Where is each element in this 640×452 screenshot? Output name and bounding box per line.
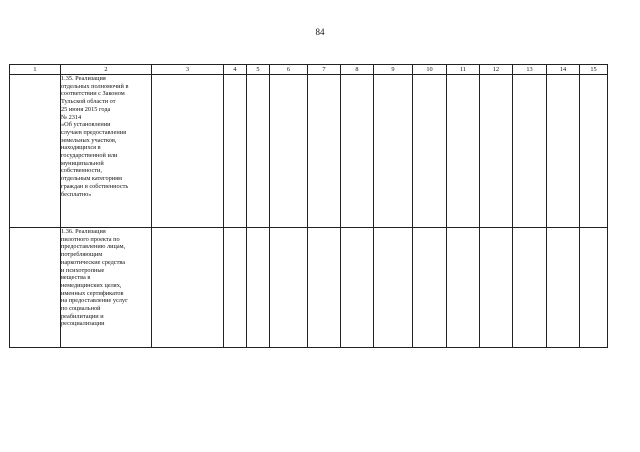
- table-cell: [10, 75, 61, 228]
- table-cell: [447, 228, 480, 348]
- description-line: находящихся в: [61, 144, 101, 152]
- table-cell: [308, 228, 341, 348]
- table-cell: [374, 228, 413, 348]
- table-cell: [10, 228, 61, 348]
- description-line: собственности,: [61, 167, 102, 175]
- description-line: 1.36. Реализация: [61, 228, 106, 235]
- table-cell: [224, 75, 247, 228]
- description-line: государственной или: [61, 152, 118, 160]
- description-line: муниципальной: [61, 159, 104, 167]
- description-line: предоставлению лицам,: [61, 243, 126, 251]
- description-line: по социальной: [61, 305, 101, 313]
- description-line: ресоциализации: [61, 320, 105, 328]
- description-line: соответствии с Законом: [61, 90, 125, 98]
- column-header: 15: [580, 65, 608, 75]
- description-line: на предоставление услуг: [61, 297, 128, 305]
- description-line: 1.35. Реализация: [61, 75, 106, 82]
- table-cell: [480, 75, 513, 228]
- description-line: 25 июня 2015 года: [61, 105, 111, 113]
- description-line: немедицинских целях,: [61, 281, 122, 289]
- description-line: реабилитации и: [61, 312, 104, 320]
- description-line: отдельным категориям: [61, 175, 123, 183]
- description-line: Тульской области от: [61, 98, 116, 106]
- column-header: 2: [61, 65, 152, 75]
- description-line: потребляющим: [61, 251, 103, 259]
- table-cell: [547, 228, 580, 348]
- column-header: 10: [413, 65, 447, 75]
- column-number-row: [10, 65, 608, 75]
- row-description: [61, 75, 152, 228]
- column-header: 8: [341, 65, 374, 75]
- table-cell: [413, 75, 447, 228]
- table-cell: [580, 75, 608, 228]
- column-header: 13: [513, 65, 547, 75]
- table-cell: [447, 75, 480, 228]
- column-header: 12: [480, 65, 513, 75]
- column-header: 5: [247, 65, 270, 75]
- description-line: вещества в: [61, 274, 91, 282]
- row-description: [61, 228, 152, 348]
- table-cell: [224, 228, 247, 348]
- table-cell: [341, 75, 374, 228]
- table-cell: [247, 75, 270, 228]
- table-cell: [513, 75, 547, 228]
- column-header: 11: [447, 65, 480, 75]
- table-cell: [270, 228, 308, 348]
- table-cell: [152, 75, 224, 228]
- table-cell: [580, 228, 608, 348]
- description-line: земельных участков,: [61, 136, 117, 144]
- page-number: 84: [315, 27, 325, 37]
- table-cell: [480, 228, 513, 348]
- column-header: 14: [547, 65, 580, 75]
- description-line: отдельных полномочий в: [61, 82, 129, 90]
- column-header: 6: [270, 65, 308, 75]
- description-line: случаев предоставления: [61, 128, 127, 136]
- program-table: [9, 64, 608, 348]
- table-cell: [547, 75, 580, 228]
- table-cell: [270, 75, 308, 228]
- description-line: граждан в собственность: [61, 182, 129, 190]
- description-line: именных сертификатов: [61, 289, 124, 297]
- table-cell: [374, 75, 413, 228]
- description-line: пилотного проекта по: [61, 235, 120, 243]
- column-header: 1: [10, 65, 61, 75]
- table-cell: [413, 228, 447, 348]
- column-header: 4: [224, 65, 247, 75]
- column-header: 7: [308, 65, 341, 75]
- description-line: бесплатно»: [61, 190, 92, 198]
- description-line: и психотропные: [61, 266, 105, 274]
- description-line: «Об установлении: [61, 121, 111, 129]
- description-line: № 2314: [61, 113, 82, 121]
- table-cell: [247, 228, 270, 348]
- column-header: 9: [374, 65, 413, 75]
- description-line: наркотические средства: [61, 258, 126, 266]
- table-row: [10, 75, 608, 228]
- table-cell: [308, 75, 341, 228]
- table-cell: [513, 228, 547, 348]
- table-cell: [341, 228, 374, 348]
- table-cell: [152, 228, 224, 348]
- column-header: 3: [152, 65, 224, 75]
- table-row: [10, 228, 608, 348]
